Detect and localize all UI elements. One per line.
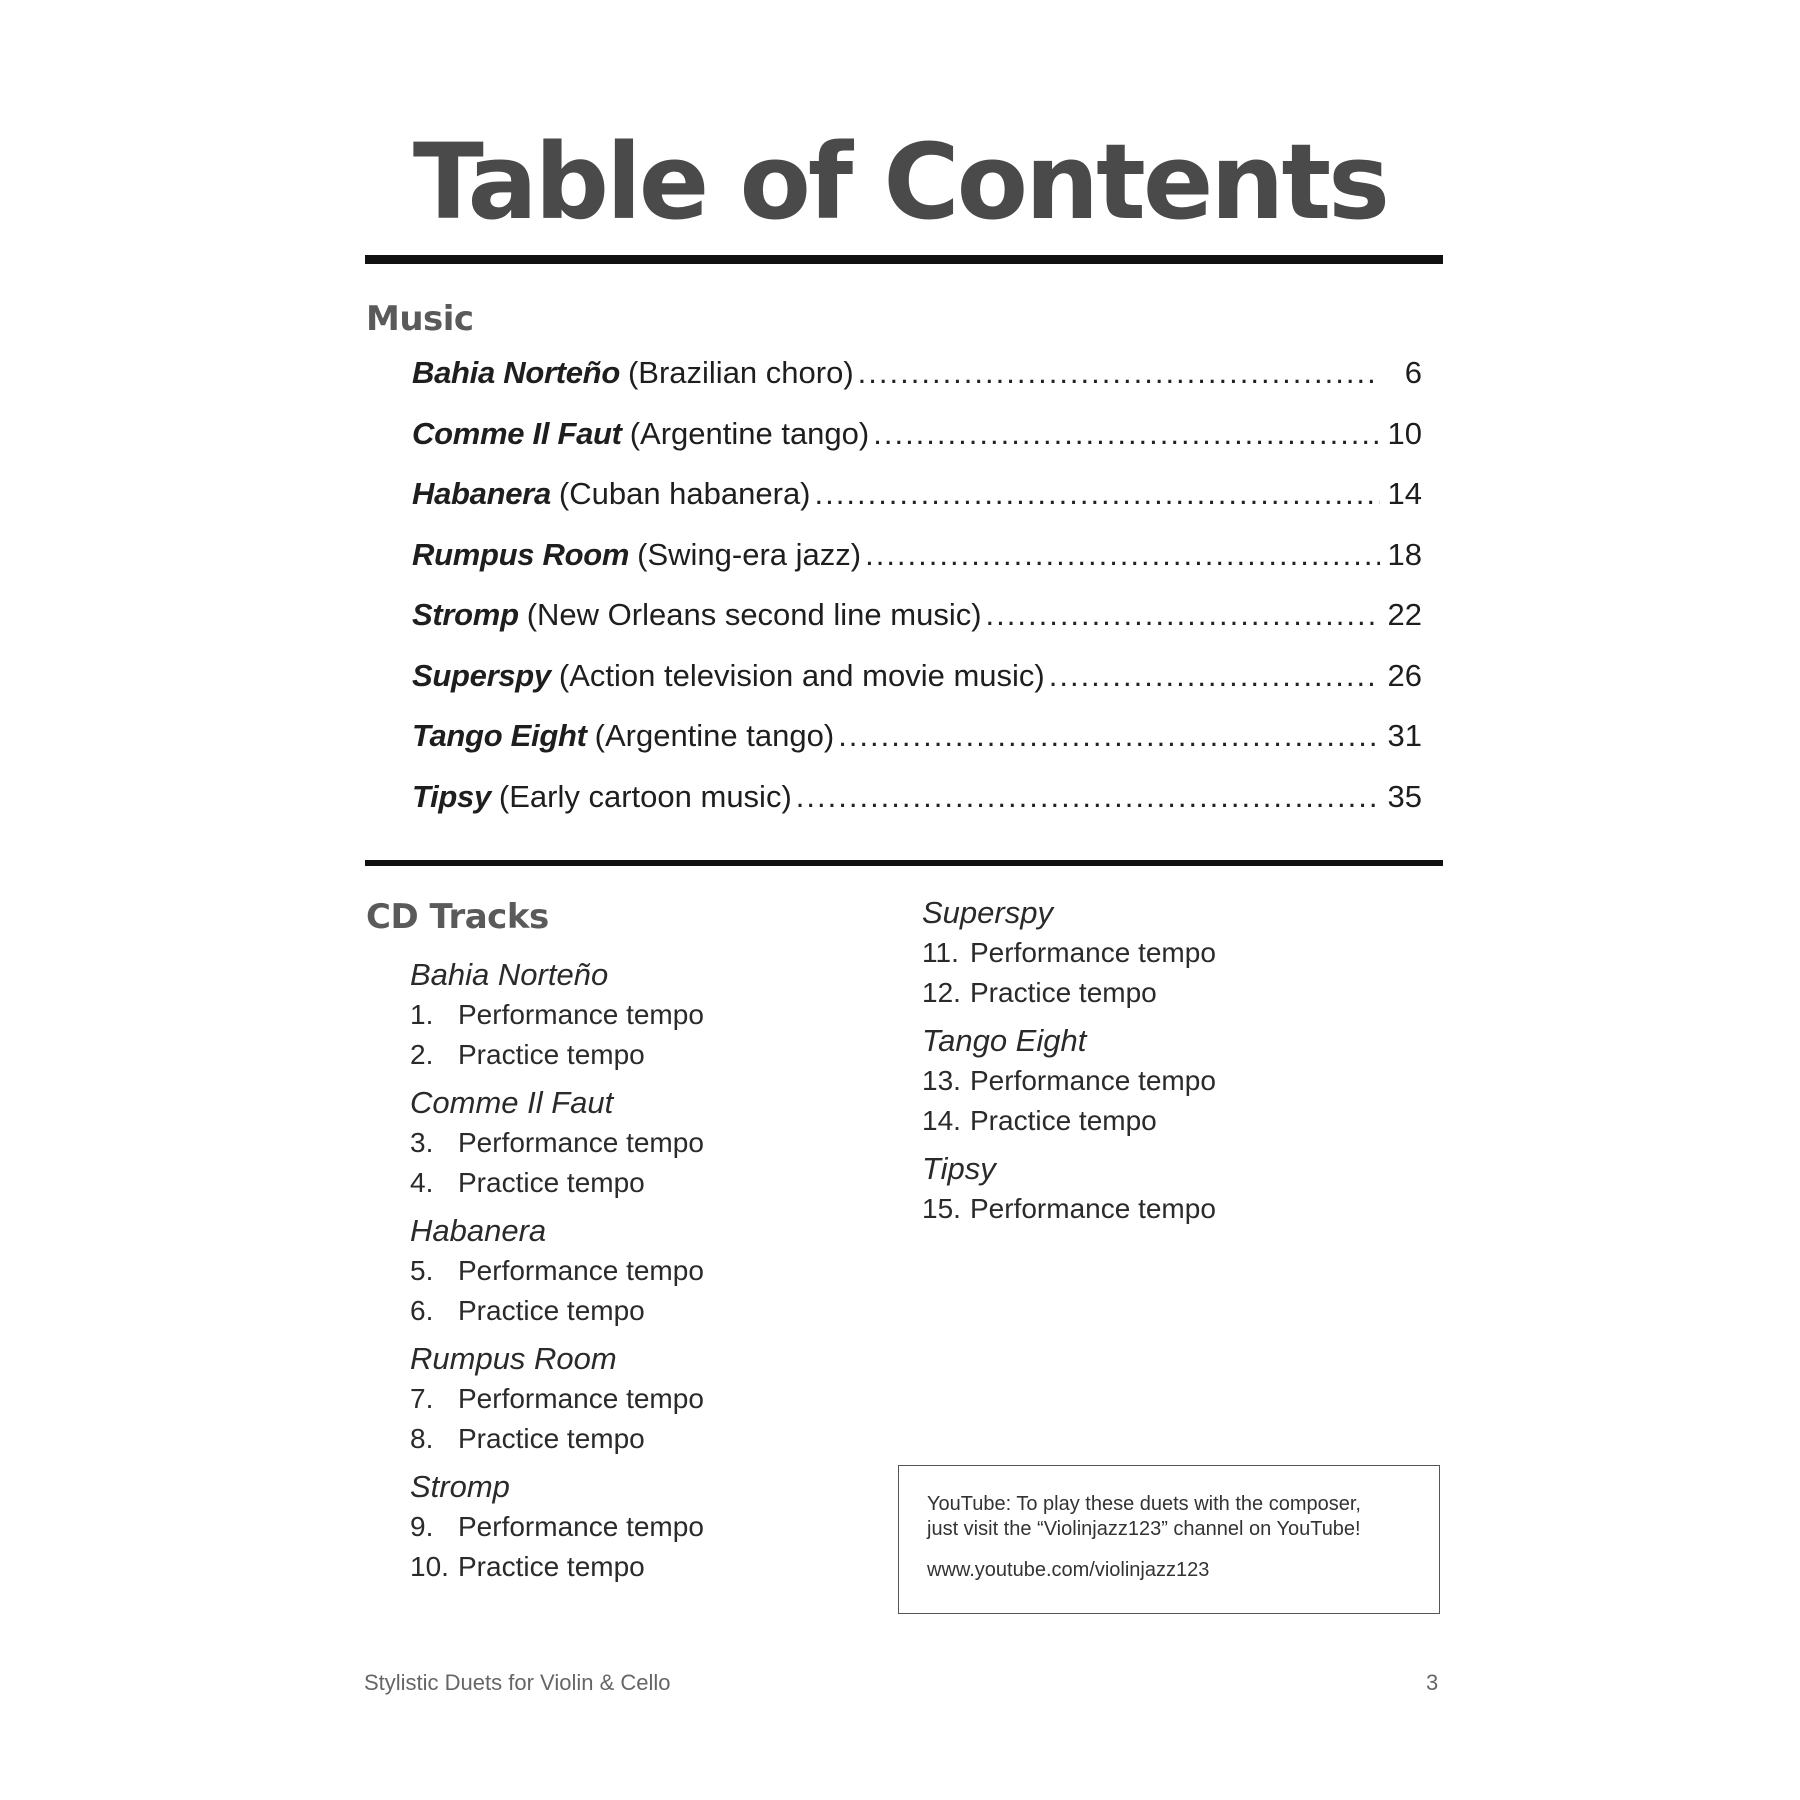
- cd-track-item: [410, 1291, 704, 1331]
- cd-track-item: [410, 1123, 704, 1163]
- toc-entry: [412, 658, 1422, 719]
- cd-track-label: Performance tempo: [970, 937, 1216, 968]
- cd-track-group: [410, 955, 704, 1075]
- toc-entry-genre: (Argentine tango): [594, 718, 835, 753]
- cd-tracks-left-column: [410, 955, 704, 1595]
- toc-entry-title: Comme Il Faut: [412, 415, 622, 451]
- toc-entry-page: 26: [1387, 657, 1422, 693]
- music-heading: Music: [366, 299, 474, 339]
- cd-track-group: [410, 1211, 704, 1331]
- cd-track-item: [922, 1189, 1216, 1229]
- cd-track-item: [922, 1061, 1216, 1101]
- footer-page-number: 3: [1426, 1670, 1439, 1695]
- toc-entry-genre: (Early cartoon music): [498, 778, 792, 814]
- toc-entry-page: 10: [1387, 415, 1422, 451]
- toc-dot-leader: [1049, 658, 1380, 694]
- cd-track-item: [410, 1163, 704, 1203]
- toc-entry-title: Bahia Norteño: [412, 355, 620, 390]
- cd-piece-title: Superspy: [922, 895, 1053, 930]
- cd-tracks-right-column: [922, 893, 1216, 1237]
- cd-track-item: [410, 1035, 704, 1075]
- toc-entry-genre: (Brazilian choro): [627, 355, 854, 390]
- cd-track-number: 9.: [410, 1511, 434, 1542]
- toc-entry: [412, 537, 1422, 598]
- cd-track-group: [410, 1467, 704, 1587]
- toc-dot-leader: [838, 718, 1380, 754]
- cd-track-number: 12.: [922, 977, 961, 1008]
- cd-track-group: [410, 1083, 704, 1203]
- cd-track-label: Performance tempo: [970, 1065, 1216, 1096]
- cd-track-item: [922, 973, 1216, 1013]
- cd-track-group: [922, 893, 1216, 1013]
- cd-track-item: [410, 995, 704, 1035]
- cd-track-item: [410, 1251, 704, 1291]
- cd-track-group: [410, 1339, 704, 1459]
- toc-dot-leader: [796, 779, 1380, 815]
- toc-entry: [412, 718, 1422, 779]
- cd-track-number: 1.: [410, 999, 434, 1030]
- cd-track-number: 8.: [410, 1423, 434, 1454]
- toc-entry-title: Tango Eight: [412, 718, 587, 753]
- cd-track-group: [922, 1021, 1216, 1141]
- toc-entry-page: 31: [1387, 718, 1422, 753]
- toc-entry-genre: (Swing-era jazz): [637, 536, 862, 572]
- youtube-info-box: [898, 1465, 1440, 1614]
- youtube-info-line: just visit the “Violinjazz123” channel on YouTube!: [927, 1518, 1361, 1540]
- cd-track-label: Practice tempo: [458, 1423, 645, 1454]
- cd-track-label: Practice tempo: [970, 977, 1157, 1008]
- cd-track-number: 10.: [410, 1551, 449, 1582]
- toc-entry-page: 14: [1387, 476, 1422, 511]
- cd-track-label: Practice tempo: [970, 1105, 1157, 1136]
- cd-piece-title: Comme Il Faut: [410, 1085, 614, 1120]
- cd-piece-title: Tango Eight: [922, 1023, 1087, 1058]
- section-divider: [365, 860, 1443, 866]
- cd-track-number: 6.: [410, 1295, 434, 1326]
- cd-track-group: [922, 1149, 1216, 1229]
- toc-entry-title: Rumpus Room: [412, 536, 630, 572]
- cd-track-item: [410, 1379, 704, 1419]
- cd-track-number: 14.: [922, 1105, 961, 1136]
- toc-entry-genre: (Cuban habanera): [558, 476, 811, 511]
- cd-track-number: 11.: [922, 937, 959, 968]
- cd-track-item: [410, 1507, 704, 1547]
- toc-entry-genre: (Action television and movie music): [558, 657, 1045, 693]
- cd-track-item: [922, 1101, 1216, 1141]
- youtube-info-line: YouTube: To play these duets with the composer,: [927, 1493, 1361, 1515]
- cd-track-label: Performance tempo: [458, 1383, 704, 1414]
- cd-track-number: 3.: [410, 1127, 434, 1158]
- toc-entry-title: Tipsy: [412, 778, 491, 814]
- cd-track-number: 7.: [410, 1383, 434, 1414]
- cd-track-label: Performance tempo: [458, 1127, 704, 1158]
- toc-entry: [412, 416, 1422, 477]
- cd-track-number: 2.: [410, 1039, 434, 1070]
- toc-dot-leader: [986, 597, 1380, 633]
- cd-tracks-heading: CD Tracks: [366, 897, 549, 937]
- cd-track-label: Performance tempo: [458, 999, 704, 1030]
- cd-track-item: [410, 1547, 704, 1587]
- title-divider: [365, 255, 1443, 264]
- toc-entry-title: Superspy: [412, 657, 551, 693]
- toc-entry-title: Stromp: [412, 597, 519, 632]
- cd-track-label: Practice tempo: [458, 1295, 645, 1326]
- toc-entry-genre: (New Orleans second line music): [526, 597, 982, 632]
- toc-entry-page: 18: [1387, 536, 1422, 572]
- cd-track-label: Practice tempo: [458, 1167, 645, 1198]
- toc-entry-genre: (Argentine tango): [629, 415, 870, 451]
- cd-track-number: 15.: [922, 1193, 961, 1224]
- toc-dot-leader: [873, 416, 1380, 452]
- cd-track-number: 5.: [410, 1255, 434, 1286]
- cd-track-label: Practice tempo: [458, 1039, 645, 1070]
- toc-entry: [412, 597, 1422, 658]
- toc-entry-title: Habanera: [412, 476, 551, 511]
- cd-track-label: Performance tempo: [970, 1193, 1216, 1224]
- page-title: Table of Contents: [412, 121, 1388, 243]
- footer-book-title: Stylistic Duets for Violin & Cello: [364, 1670, 671, 1695]
- cd-track-label: Performance tempo: [458, 1511, 704, 1542]
- cd-piece-title: Stromp: [410, 1469, 510, 1504]
- cd-piece-title: Rumpus Room: [410, 1341, 617, 1376]
- toc-dot-leader: [865, 537, 1380, 573]
- cd-track-item: [410, 1419, 704, 1459]
- cd-track-label: Practice tempo: [458, 1551, 645, 1582]
- youtube-url: www.youtube.com/violinjazz123: [927, 1559, 1210, 1581]
- cd-piece-title: Bahia Norteño: [410, 957, 609, 992]
- music-toc-list: [412, 355, 1422, 839]
- cd-track-label: Performance tempo: [458, 1255, 704, 1286]
- toc-entry-page: 6: [1404, 355, 1422, 390]
- toc-entry: [412, 779, 1422, 840]
- toc-entry: [412, 355, 1422, 416]
- cd-track-item: [922, 933, 1216, 973]
- cd-track-number: 4.: [410, 1167, 434, 1198]
- toc-entry-page: 35: [1387, 778, 1422, 814]
- cd-piece-title: Tipsy: [922, 1151, 996, 1186]
- toc-dot-leader: [815, 476, 1380, 512]
- cd-track-number: 13.: [922, 1065, 961, 1096]
- cd-piece-title: Habanera: [410, 1213, 547, 1248]
- toc-dot-leader: [858, 355, 1380, 391]
- toc-entry: [412, 476, 1422, 537]
- toc-entry-page: 22: [1387, 597, 1422, 632]
